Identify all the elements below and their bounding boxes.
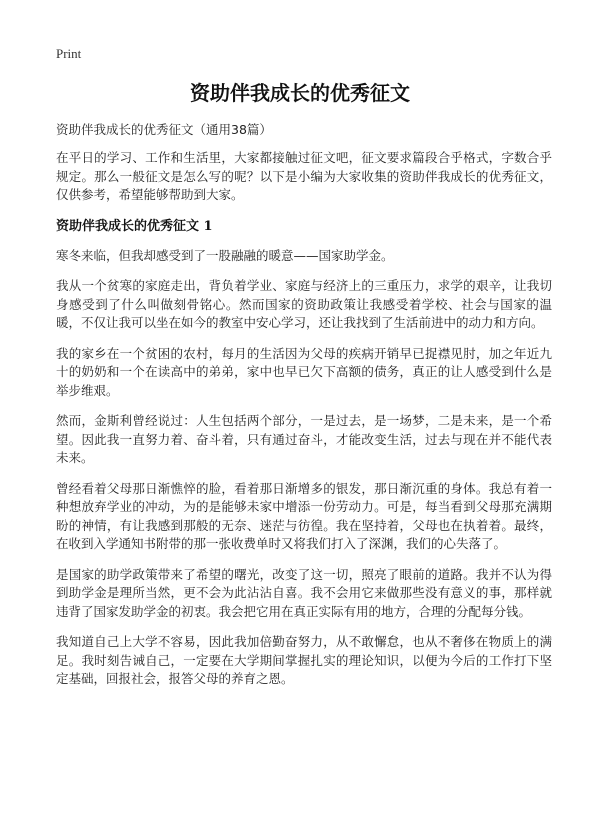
body-paragraph: 我知道自己上大学不容易，因此我加倍勤奋努力，从不敢懈怠，也从不奢侈在物质上的满足。我时刻告诫自己，一定要在大学期间掌握扎实的理论知识，以便为今后的工作打下坚定基础，回报社会，报答父母的养育之恩。 (56, 634, 552, 686)
print-link[interactable]: Print (56, 46, 82, 61)
body-paragraph: 曾经看着父母那日渐憔悴的脸，看着那日渐增多的银发，那日渐沉重的身体。我总有着一种想放弃学业的冲动，为的是能够未家中增添一份劳动力。可是，每当看到父母那充满期盼的神情，有让我感到那般的无奈、迷茫与彷徨。我在坚持着，父母也在执着着。最终，在收到入学通知书附带的那一张收费单时又将我们打入了深渊，我们的心失落了。 (56, 480, 552, 551)
document-body (56, 149, 552, 701)
body-paragraph: 寒冬来临，但我却感受到了一股融融的暖意——国家助学金。 (56, 247, 394, 263)
body-paragraph: 然而，金斯利曾经说过：人生包括两个部分，一是过去，是一场梦，二是未来，是一个希望。因此我一直努力着、奋斗着，只有通过奋斗，才能改变生活，过去与现在并不能代表未来。 (56, 413, 552, 465)
body-paragraph: 我的家乡在一个贫困的农村，每月的生活因为父母的疾病开销早已捉襟见肘，加之年近九十的奶奶和一个在读高中的弟弟，家中也早已欠下高额的债务，真正的让人感受到什么是举步维艰。 (56, 345, 552, 398)
intro-paragraph: 在平日的学习、工作和生活里，大家都接触过征文吧，征文要求篇段合乎格式，字数合乎规定。那么一般征文是怎么写的呢？以下是小编为大家收集的资助伴我成长的优秀征文，仅供参考，希望能够帮助到大家。 (56, 150, 552, 202)
body-paragraph: 是国家的助学政策带来了希望的曙光，改变了这一切，照亮了眼前的道路。我并不认为得到助学金是理所当然，更不会为此沾沾自喜。我不会用它来做那些没有意义的事，那样就违背了国家发助学金的初衷。我会把它用在真正实际有用的地方，合理的分配每分钱。 (56, 566, 552, 619)
document-subtitle: 资助伴我成长的优秀征文（通用38篇） (56, 122, 272, 137)
section-heading: 资助伴我成长的优秀征文 1 (56, 218, 213, 234)
page-title: 资助伴我成长的优秀征文 (190, 81, 410, 105)
body-paragraph: 我从一个贫寒的家庭走出，背负着学业、家庭与经济上的三重压力，求学的艰辛，让我切身感受到了什么叫做刻骨铭心。然而国家的资助政策让我感受着学校、社会与国家的温暖，不仅让我可以坐在如今的教室中安心学习，还让我找到了生活前进中的动力和方向。 (56, 278, 552, 330)
